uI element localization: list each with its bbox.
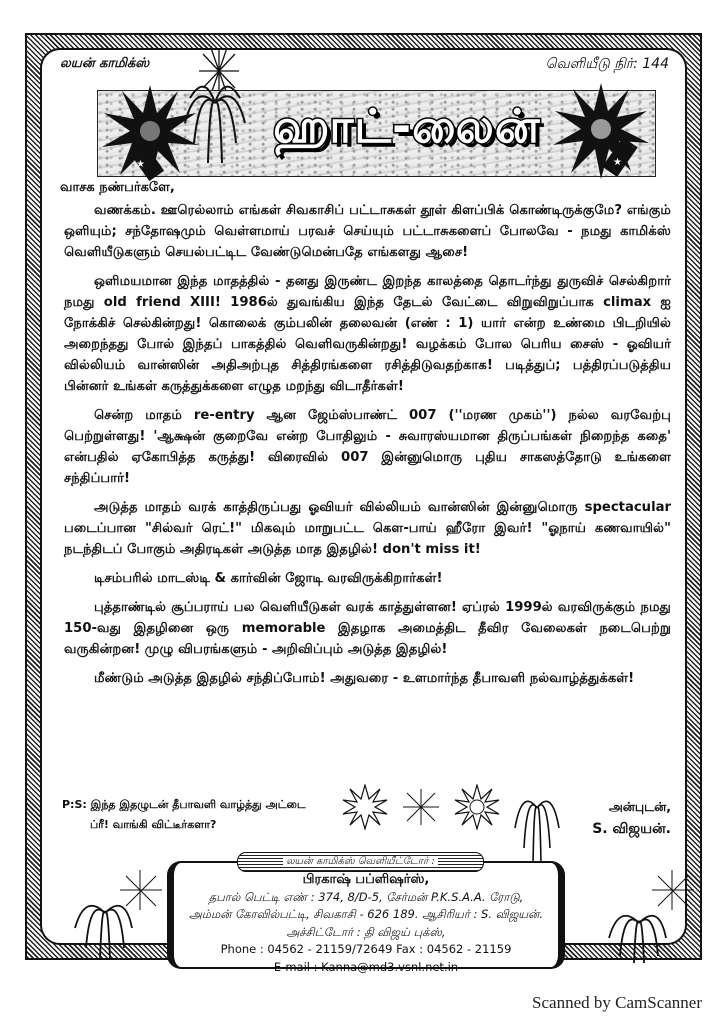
paragraph: டிசம்பரில் மாடஸ்டி & கார்வின் ஜோடி வரவிருக்கிறார்கள்! xyxy=(94,571,443,586)
ps-text: இந்த இதழுடன் தீபாவளி வாழ்த்து அட்டை xyxy=(90,798,306,811)
firecracker-icon xyxy=(551,81,651,181)
svg-text:★: ★ xyxy=(613,157,622,168)
paragraph: ஒளிமயமான இந்த மாதத்தில் - தனது இருண்ட இறந்த காலத்தை தொடர்ந்து துருவிச் செல்கிறார் நமது old friend XIII! 1986ல் துவங்கிய இந்த தேடல் வேட்டை விறுவிறுப்பாக climax ஐ நோக்கிச் செல்கின்றது! கொலைக் கும்பலின் தலைவன் (எண் : 1) யார் என்ற உண்மை பிடறியில் அறைந்தது போல் இந்தப் பாகத்தில் வெளிவருகின்றது! வழக்கம் போல பெரிய சைஸ் - ஓவியர் வில்லியம் வான்ஸின் அதிஅற்புத சித்திரங்களை ரசித்திடுவதற்காக! படித்துப்; பத்திரப்படுத்திய பின்னர் உங்கள் கருத்துக்களை எழுத மறந்து விடாதீர்கள்! xyxy=(64,274,671,394)
page-border xyxy=(25,33,702,974)
publisher-box xyxy=(167,861,565,974)
firework-fountain-icon xyxy=(70,868,165,963)
paragraph: சென்ற மாதம் re-entry ஆன ஜேம்ஸ்பாண்ட் 007 (''மரண முகம்'') நல்ல வரவேற்பு பெற்றுள்ளது! 'ஆக்ஷன் குறைவே என்ற போதிலும் - சுவாரஸ்யமான திருப்பங்கள் நிறைந்த கதை' என்பதில் ஏகோபித்த கருத்து! விரைவில் 007 இன்னுமொரு புதிய சாகஸத்தோடு உங்களை சந்திப்பார்! xyxy=(64,408,671,486)
firework-fountain-icon xyxy=(512,778,562,868)
paragraph: வணக்கம். ஊரெல்லாம் எங்கள் சிவகாசிப் பட்டாசுகள் தூள் கிளப்பிக் கொண்டிருக்குமே? எங்கும் ஒளியும்; சந்தோஷமும் வெள்ளமாய் பரவச் செய்யும் பட்டாசுகளைப் போலவே - நமது காமிக்ஸ் வெளியீடுகளும் செயல்பட்டிட வேண்டுமென்பதே எங்களது ஆசை! xyxy=(64,203,671,260)
page-title: ஹாட்-லைன் xyxy=(273,99,541,153)
publisher-address-2: அம்மன் கோவில்பட்டி, சிவகாசி - 626 189. ஆசிரியர் : S. விஜயன். xyxy=(189,907,543,921)
letter-body xyxy=(64,200,671,697)
firework-fountain-icon xyxy=(180,63,250,173)
svg-text:★: ★ xyxy=(136,159,145,170)
ps-label: P:S: xyxy=(62,798,87,811)
salutation: வாசக நண்பர்களே, xyxy=(60,180,175,195)
starburst-icon xyxy=(454,784,500,830)
publisher-banner xyxy=(237,852,484,872)
closing: அன்புடன், xyxy=(608,799,671,814)
postscript xyxy=(62,795,306,835)
paragraph: அடுத்த மாதம் வரக் காத்திருப்பது ஓவியர் வில்லியம் வான்ஸின் இன்னுமொரு spectacular படைப்பான "சில்வர் ரெட்!" மிகவும் மாறுபட்ட கௌ-பாய் ஹீரோ இவர்! "ஓநாய் கணவாயில்" நடந்திடப் போகும் அதிரடிகள் அடுத்த மாத இதழில்! don't miss it! xyxy=(64,500,671,557)
issue-number: வெளியீடு நிர்: 144 xyxy=(545,56,669,72)
publisher-address-1: தபால் பெட்டி எண் : 374, 8/D-5, சேர்மன் P.K.S.A.A. ரோடு, xyxy=(208,889,524,904)
printer-line: அச்சிட்டோர் : தி விஜய் புக்ஸ், xyxy=(286,924,446,939)
signature: S. விஜயன். xyxy=(592,821,671,837)
phone-fax: Phone : 04562 - 21159/72649 Fax : 04562 - 21159 xyxy=(220,942,512,956)
signoff xyxy=(592,796,671,840)
starburst-icon xyxy=(342,784,388,830)
ps-text-2: ப்ரீ! வாங்கி விட்டீர்களா? xyxy=(90,818,217,831)
email: E-mail : Kanna@md3.vsnl.net.in xyxy=(273,959,459,974)
scanner-watermark: Scanned by CamScanner xyxy=(532,993,702,1012)
paragraph: புத்தாண்டில் சூப்பராய் பல வெளியீடுகள் வரக் காத்துள்ளன! ஏப்ரல் 1999ல் வரவிருக்கும் நமது 150-வது இதழினை ஒரு memorable இதழாக அமைத்திட தீவிர வேலைகள் நடைபெற்று வருகின்றன! முழு விபரங்களும் - அறிவிப்பும் அடுத்த இதழில்! xyxy=(64,600,671,657)
title-banner xyxy=(97,90,656,177)
page-content xyxy=(40,48,687,974)
firework-spark-icon xyxy=(402,788,440,826)
firework-fountain-icon xyxy=(604,868,699,963)
publisher-label: லயன் காமிக்ஸ் xyxy=(60,56,150,71)
publisher-banner-label: லயன் காமிக்ஸ் வெளியீட்டோர் : xyxy=(283,856,438,867)
publisher-name: பிரகாஷ் பப்ளிஷர்ஸ், xyxy=(302,872,430,887)
paragraph: மீண்டும் அடுத்த இதழில் சந்திப்போம்! அதுவரை - உளமார்ந்த தீபாவளி நல்வாழ்த்துக்கள்! xyxy=(94,671,635,686)
